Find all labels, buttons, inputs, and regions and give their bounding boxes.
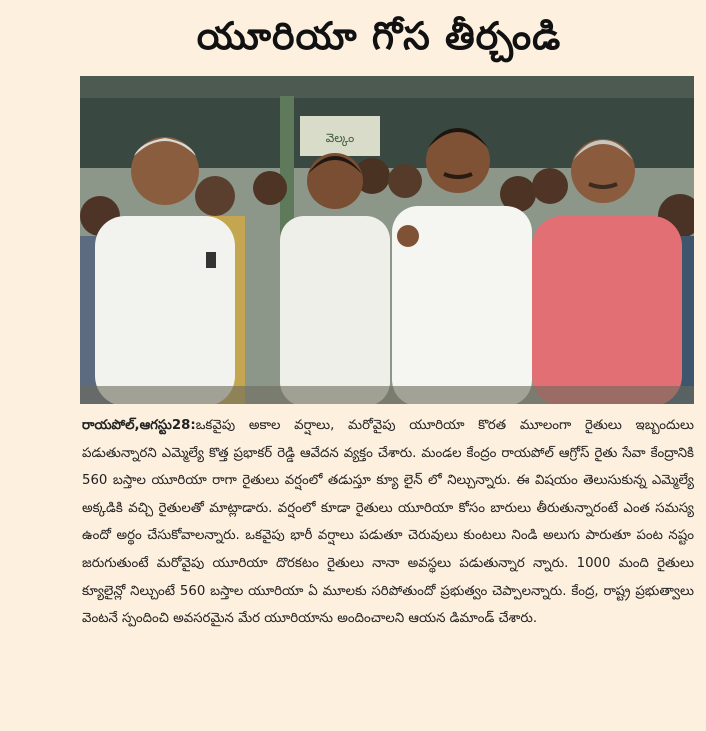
article-body — [82, 412, 694, 633]
shop-sign-text: వెల్కం — [325, 131, 355, 145]
article-text: ఒకవైపు అకాల వర్షాలు, మరోవైపు యూరియా కొరత మూలంగా రైతులు ఇబ్బందులు పడుతున్నారని ఎమ్మెల్యే కొత్త ప్రభాకర్ రెడ్డి ఆవేదన వ్యక్తం చేశారు. మండల కేంద్రం రాయపోల్ ఆగ్రోస్ రైతు సేవా కేంద్రానికి 560 బస్తాల యూరియా రాగా రైతులు వర్షంలో తడుస్తూ క్యూ లైన్ లో నిల్చున్నారు. ఈ విషయం తెలుసుకున్న ఎమ్మెల్యే అక్కడికి వచ్చి రైతులతో మాట్లాడారు. వర్షంలో కూడా రైతులు యూరియా కోసం బారులు తీరుతున్నారంటే ఎంత సమస్య ఉందో అర్థం చేసుకోవాలన్నారు. ఒకవైపు భారీ వర్షాలు పడుతూ చెరువులు కుంటలు నిండి అలుగు పారుతూ పంట నష్టం జరుగుతుంటే మరోవైపు యూరియా దొరకటం రైతులు నానా అవస్థలు పడుతున్నార న్నారు. 1000 మంది రైతులు క్యూలైన్లో నిల్చుంటే 560 బస్తాల యూరియా ఏ మూలకు సరిపోతుందో ప్రభుత్వం చెప్పాలన్నారు. కేంద్ర, రాష్ట్ర ప్రభుత్వాలు వెంటనే స్పందించి అవసరమైన మేర యూరియాను అందించాలని ఆయన డిమాండ్ చేశారు. — [82, 418, 694, 627]
photo-illustration — [80, 76, 694, 404]
headline: యూరియా గోస తీర్చండి — [196, 14, 562, 58]
news-clipping — [52, 0, 706, 731]
news-photo — [80, 76, 694, 404]
dateline: రాయపోల్,ఆగస్టు28: — [82, 418, 196, 433]
